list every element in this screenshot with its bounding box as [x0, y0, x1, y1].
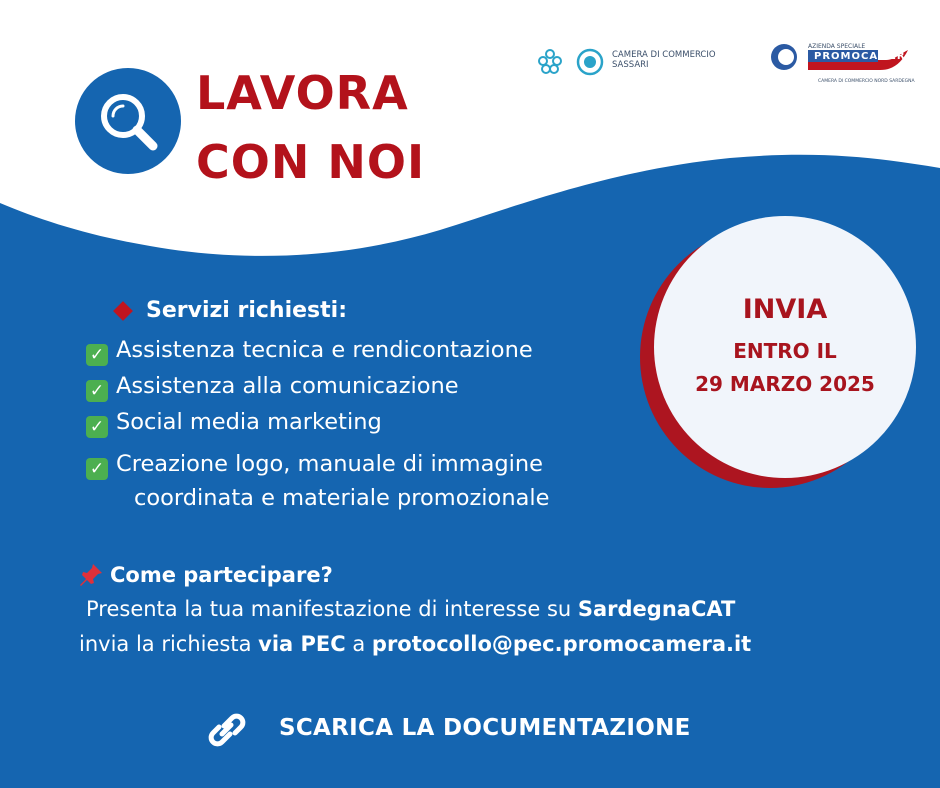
- deadline-circle: [654, 216, 916, 478]
- participate-heading: Come partecipare?: [110, 563, 333, 587]
- deadline-date: 29 MARZO 2025: [695, 372, 875, 396]
- camera-commercio-label: [612, 50, 716, 70]
- service-item: [86, 451, 543, 480]
- deadline-line2: ENTRO IL: [733, 339, 837, 363]
- camera-line1: CAMERA DI COMMERCIO: [612, 50, 716, 60]
- participate-line2-text: invia la richiesta: [79, 632, 259, 656]
- check-icon: ✓: [86, 416, 108, 438]
- pushpin-icon: [78, 562, 104, 593]
- check-icon: ✓: [86, 380, 108, 402]
- service-label: Assistenza alla comunicazione: [116, 373, 459, 399]
- participate-line1: [86, 597, 735, 621]
- search-icon: [75, 68, 181, 174]
- service-label: Social media marketing: [116, 409, 382, 435]
- service-item: [86, 373, 459, 402]
- participate-line2-mid: a: [345, 632, 372, 656]
- check-icon: ✓: [86, 458, 108, 480]
- promocamera-tag: AZIENDA SPECIALE: [808, 43, 866, 50]
- pec-email-link[interactable]: protocollo@pec.promocamera.it: [371, 632, 752, 656]
- participate-line1-text: Presenta la tua manifestazione di interesse su: [86, 597, 578, 621]
- via-pec: via PEC: [258, 632, 346, 656]
- sardegnacat-link[interactable]: SardegnaCAT: [577, 597, 736, 621]
- services-heading: Servizi richiesti:: [146, 298, 348, 323]
- service-label: Assistenza tecnica e rendicontazione: [116, 337, 533, 363]
- service-item: [86, 337, 533, 366]
- link-icon[interactable]: [207, 712, 247, 748]
- download-documentation-link[interactable]: SCARICA LA DOCUMENTAZIONE: [279, 715, 691, 741]
- service-item: [86, 409, 382, 438]
- promocamera-sub: CAMERA DI COMMERCIO NORD SARDEGNA: [818, 79, 915, 84]
- service-label: Creazione logo, manuale di immagine: [116, 451, 544, 477]
- service-item-continuation: coordinata e materiale promozionale: [134, 485, 550, 511]
- participate-line2: [79, 632, 751, 656]
- camera-line2: SASSARI: [612, 60, 649, 70]
- check-icon: ✓: [86, 344, 108, 366]
- page-title-line2: CON NOI: [196, 135, 426, 189]
- camera-commercio-logo-icon: [536, 46, 606, 78]
- page-title-line1: LAVORA: [196, 66, 409, 120]
- promocamera-name: PROMOCAMERA: [814, 51, 915, 62]
- deadline-line1: INVIA: [742, 294, 828, 325]
